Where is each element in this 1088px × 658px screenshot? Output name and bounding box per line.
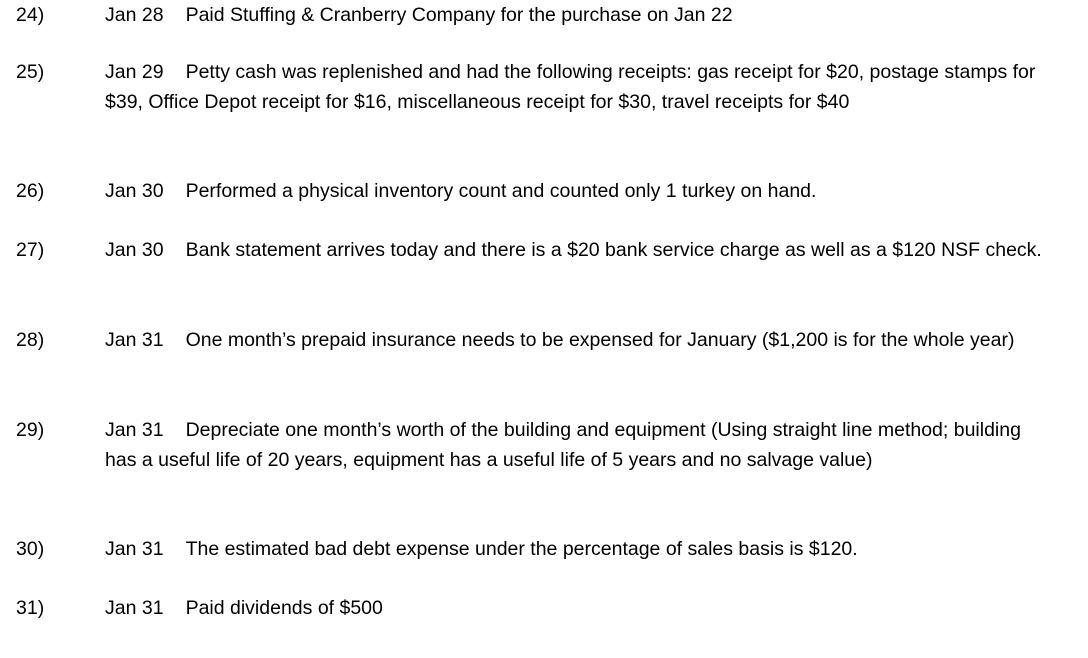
item-number: 24): [16, 4, 45, 26]
item-body: [105, 534, 1055, 564]
item-number: 27): [16, 239, 45, 261]
item-date: Jan 28: [105, 4, 164, 26]
item-date: Jan 29: [105, 61, 164, 83]
item-number: 29): [16, 419, 45, 441]
item-body: [105, 176, 1055, 206]
item-date: Jan 30: [105, 239, 164, 261]
item-body: [105, 593, 1055, 623]
item-date: Jan 31: [105, 329, 164, 351]
item-body: [105, 235, 1055, 265]
item-text: The estimated bad debt expense under the percentage of sales basis is $120.: [185, 538, 858, 560]
item-text: One month’s prepaid insurance needs to be expensed for January ($1,200 is for the whole year): [185, 329, 1015, 351]
item-date: Jan 30: [105, 180, 164, 202]
item-number: 31): [16, 597, 45, 619]
item-text: Paid dividends of $500: [185, 597, 383, 619]
item-number: 30): [16, 538, 45, 560]
item-number: 26): [16, 180, 45, 202]
item-body: [105, 325, 1055, 355]
item-date: Jan 31: [105, 538, 164, 560]
item-text: Performed a physical inventory count and counted only 1 turkey on hand.: [185, 180, 817, 202]
item-body: [105, 57, 1055, 117]
item-text: Petty cash was replenished and had the following receipts: gas receipt for $20, postage stamps for $39, Office Depot receipt for $16, miscellaneous receipt for $30, travel receipts for $40: [105, 61, 1036, 113]
item-text: Bank statement arrives today and there is a $20 bank service charge as well as a $120 NSF check.: [185, 239, 1042, 261]
item-number: 25): [16, 61, 45, 83]
item-text: Depreciate one month’s worth of the building and equipment (Using straight line method; building has a useful life of 20 years, equipment has a useful life of 5 years and no salvage value): [105, 419, 1021, 471]
item-body: [105, 415, 1055, 475]
item-text: Paid Stuffing & Cranberry Company for the purchase on Jan 22: [185, 4, 733, 26]
item-body: [105, 0, 1055, 30]
item-number: 28): [16, 329, 45, 351]
item-date: Jan 31: [105, 597, 164, 619]
item-date: Jan 31: [105, 419, 164, 441]
